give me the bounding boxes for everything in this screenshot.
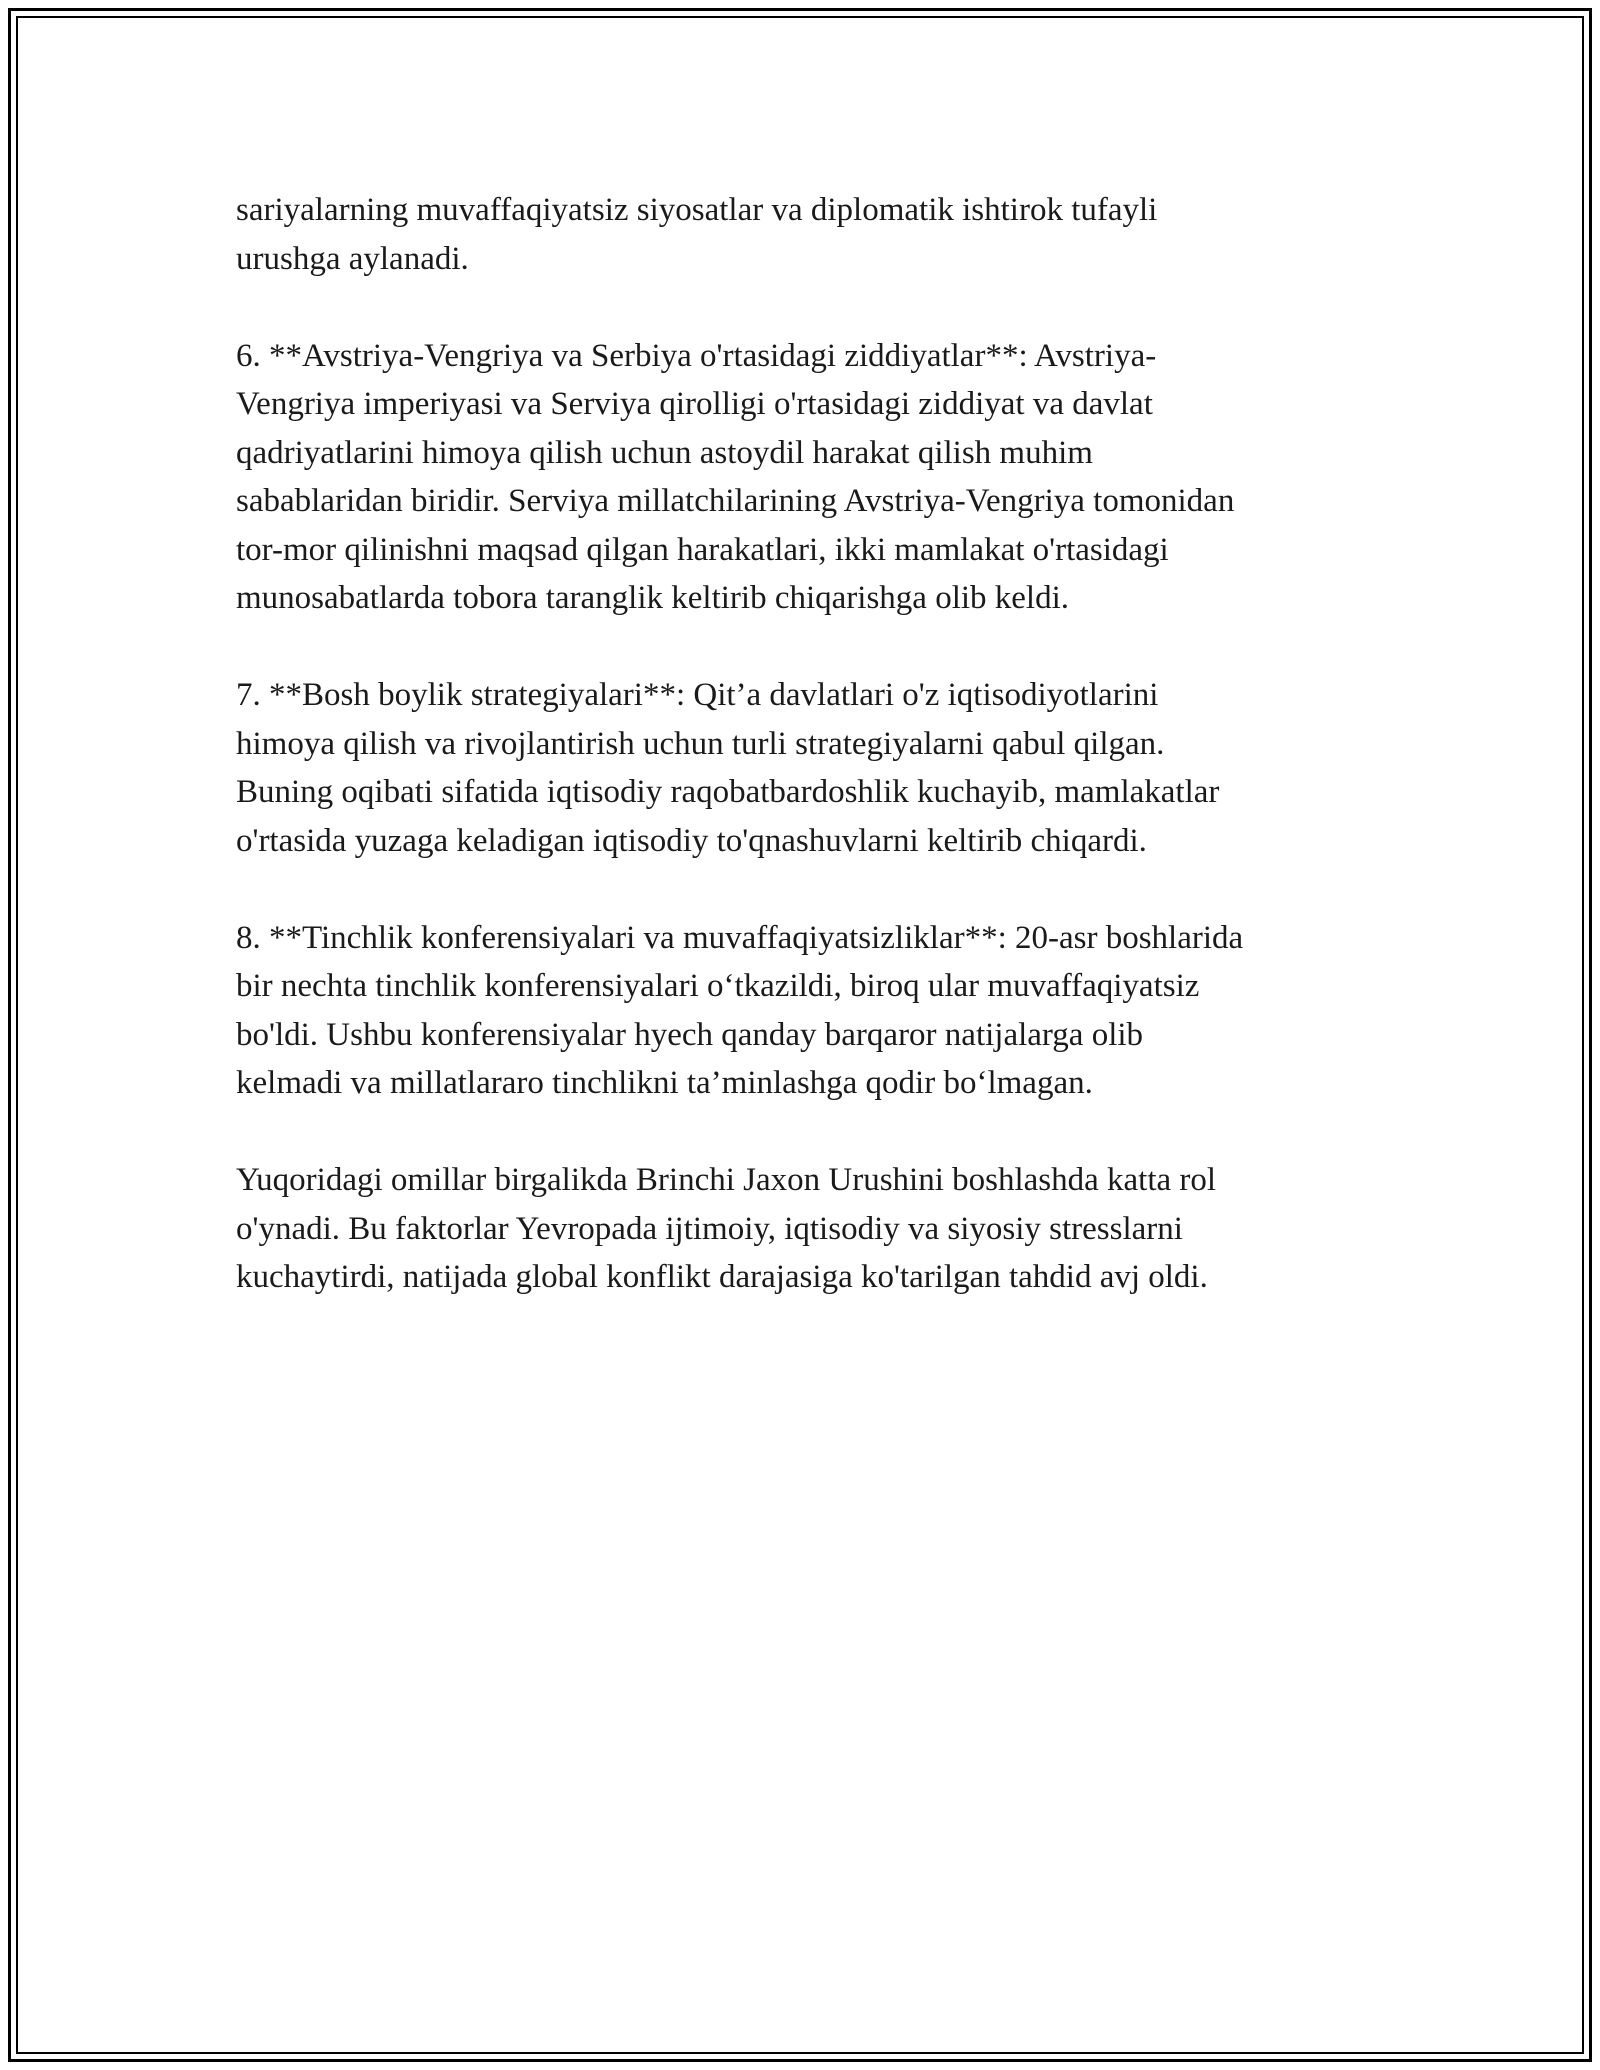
text-line: o'rtasida yuzaga keladigan iqtisodiy to'qnashuvlarni keltirib chiqardi. bbox=[236, 822, 1147, 859]
text-line: bir nechta tinchlik konferensiyalari o‘tkazildi, biroq ular muvaffaqiyatsiz bbox=[236, 968, 1200, 1004]
text-line: 7. **Bosh boylik strategiyalari**: Qit’a davlatlari o'z iqtisodiyotlarini bbox=[236, 677, 1159, 713]
text-line: himoya qilish va rivojlantirish uchun turli strategiyalarni qabul qilgan. bbox=[236, 725, 1165, 762]
text-line: 6. **Avstriya-Vengriya va Serbiya o'rtasidagi ziddiyatlar**: Avstriya- bbox=[236, 337, 1157, 374]
text-line: kelmadi va millatlararo tinchlikni ta’minlashga qodir bo‘lmagan. bbox=[236, 1065, 1093, 1101]
paragraph-item-7 bbox=[236, 671, 1376, 865]
text-line: o'ynadi. Bu faktorlar Yevropada ijtimoiy, iqtisodiy va siyosiy stresslarni bbox=[236, 1210, 1183, 1247]
paragraph-item-6 bbox=[236, 332, 1376, 623]
text-line: sariyalarning muvaffaqiyatsiz siyosatlar va diplomatik ishtirok tufayli bbox=[236, 192, 1158, 228]
paragraph-continuation bbox=[236, 186, 1376, 283]
text-line: munosabatlarda tobora taranglik keltirib chiqarishga olib keldi. bbox=[236, 580, 1070, 616]
text-line: 8. **Tinchlik konferensiyalari va muvaffaqiyatsizliklar**: 20-asr boshlarida bbox=[236, 919, 1244, 956]
text-line: Vengriya imperiyasi va Serviya qirolligi o'rtasidagi ziddiyat va davlat bbox=[236, 386, 1153, 422]
text-line: bo'ldi. Ushbu konferensiyalar hyech qanday barqaror natijalarga olib bbox=[236, 1016, 1144, 1053]
paragraph-item-8 bbox=[236, 914, 1376, 1108]
text-line: urushga aylanadi. bbox=[236, 240, 469, 277]
text-line: Yuqoridagi omillar birgalikda Brinchi Jaxon Urushini boshlashda katta rol bbox=[236, 1162, 1217, 1198]
text-line: kuchaytirdi, natijada global konflikt darajasiga ko'tarilgan tahdid avj oldi. bbox=[236, 1259, 1208, 1295]
text-line: tor-mor qilinishni maqsad qilgan harakatlari, ikki mamlakat o'rtasidagi bbox=[236, 531, 1169, 568]
paragraph-conclusion bbox=[236, 1156, 1376, 1302]
text-line: Buning oqibati sifatida iqtisodiy raqobatbardoshlik kuchayib, mamlakatlar bbox=[236, 774, 1220, 810]
document-body bbox=[236, 186, 1376, 1350]
text-line: sabablaridan biridir. Serviya millatchilarining Avstriya-Vengriya tomonidan bbox=[236, 483, 1235, 519]
text-line: qadriyatlarini himoya qilish uchun astoydil harakat qilish muhim bbox=[236, 434, 1093, 471]
